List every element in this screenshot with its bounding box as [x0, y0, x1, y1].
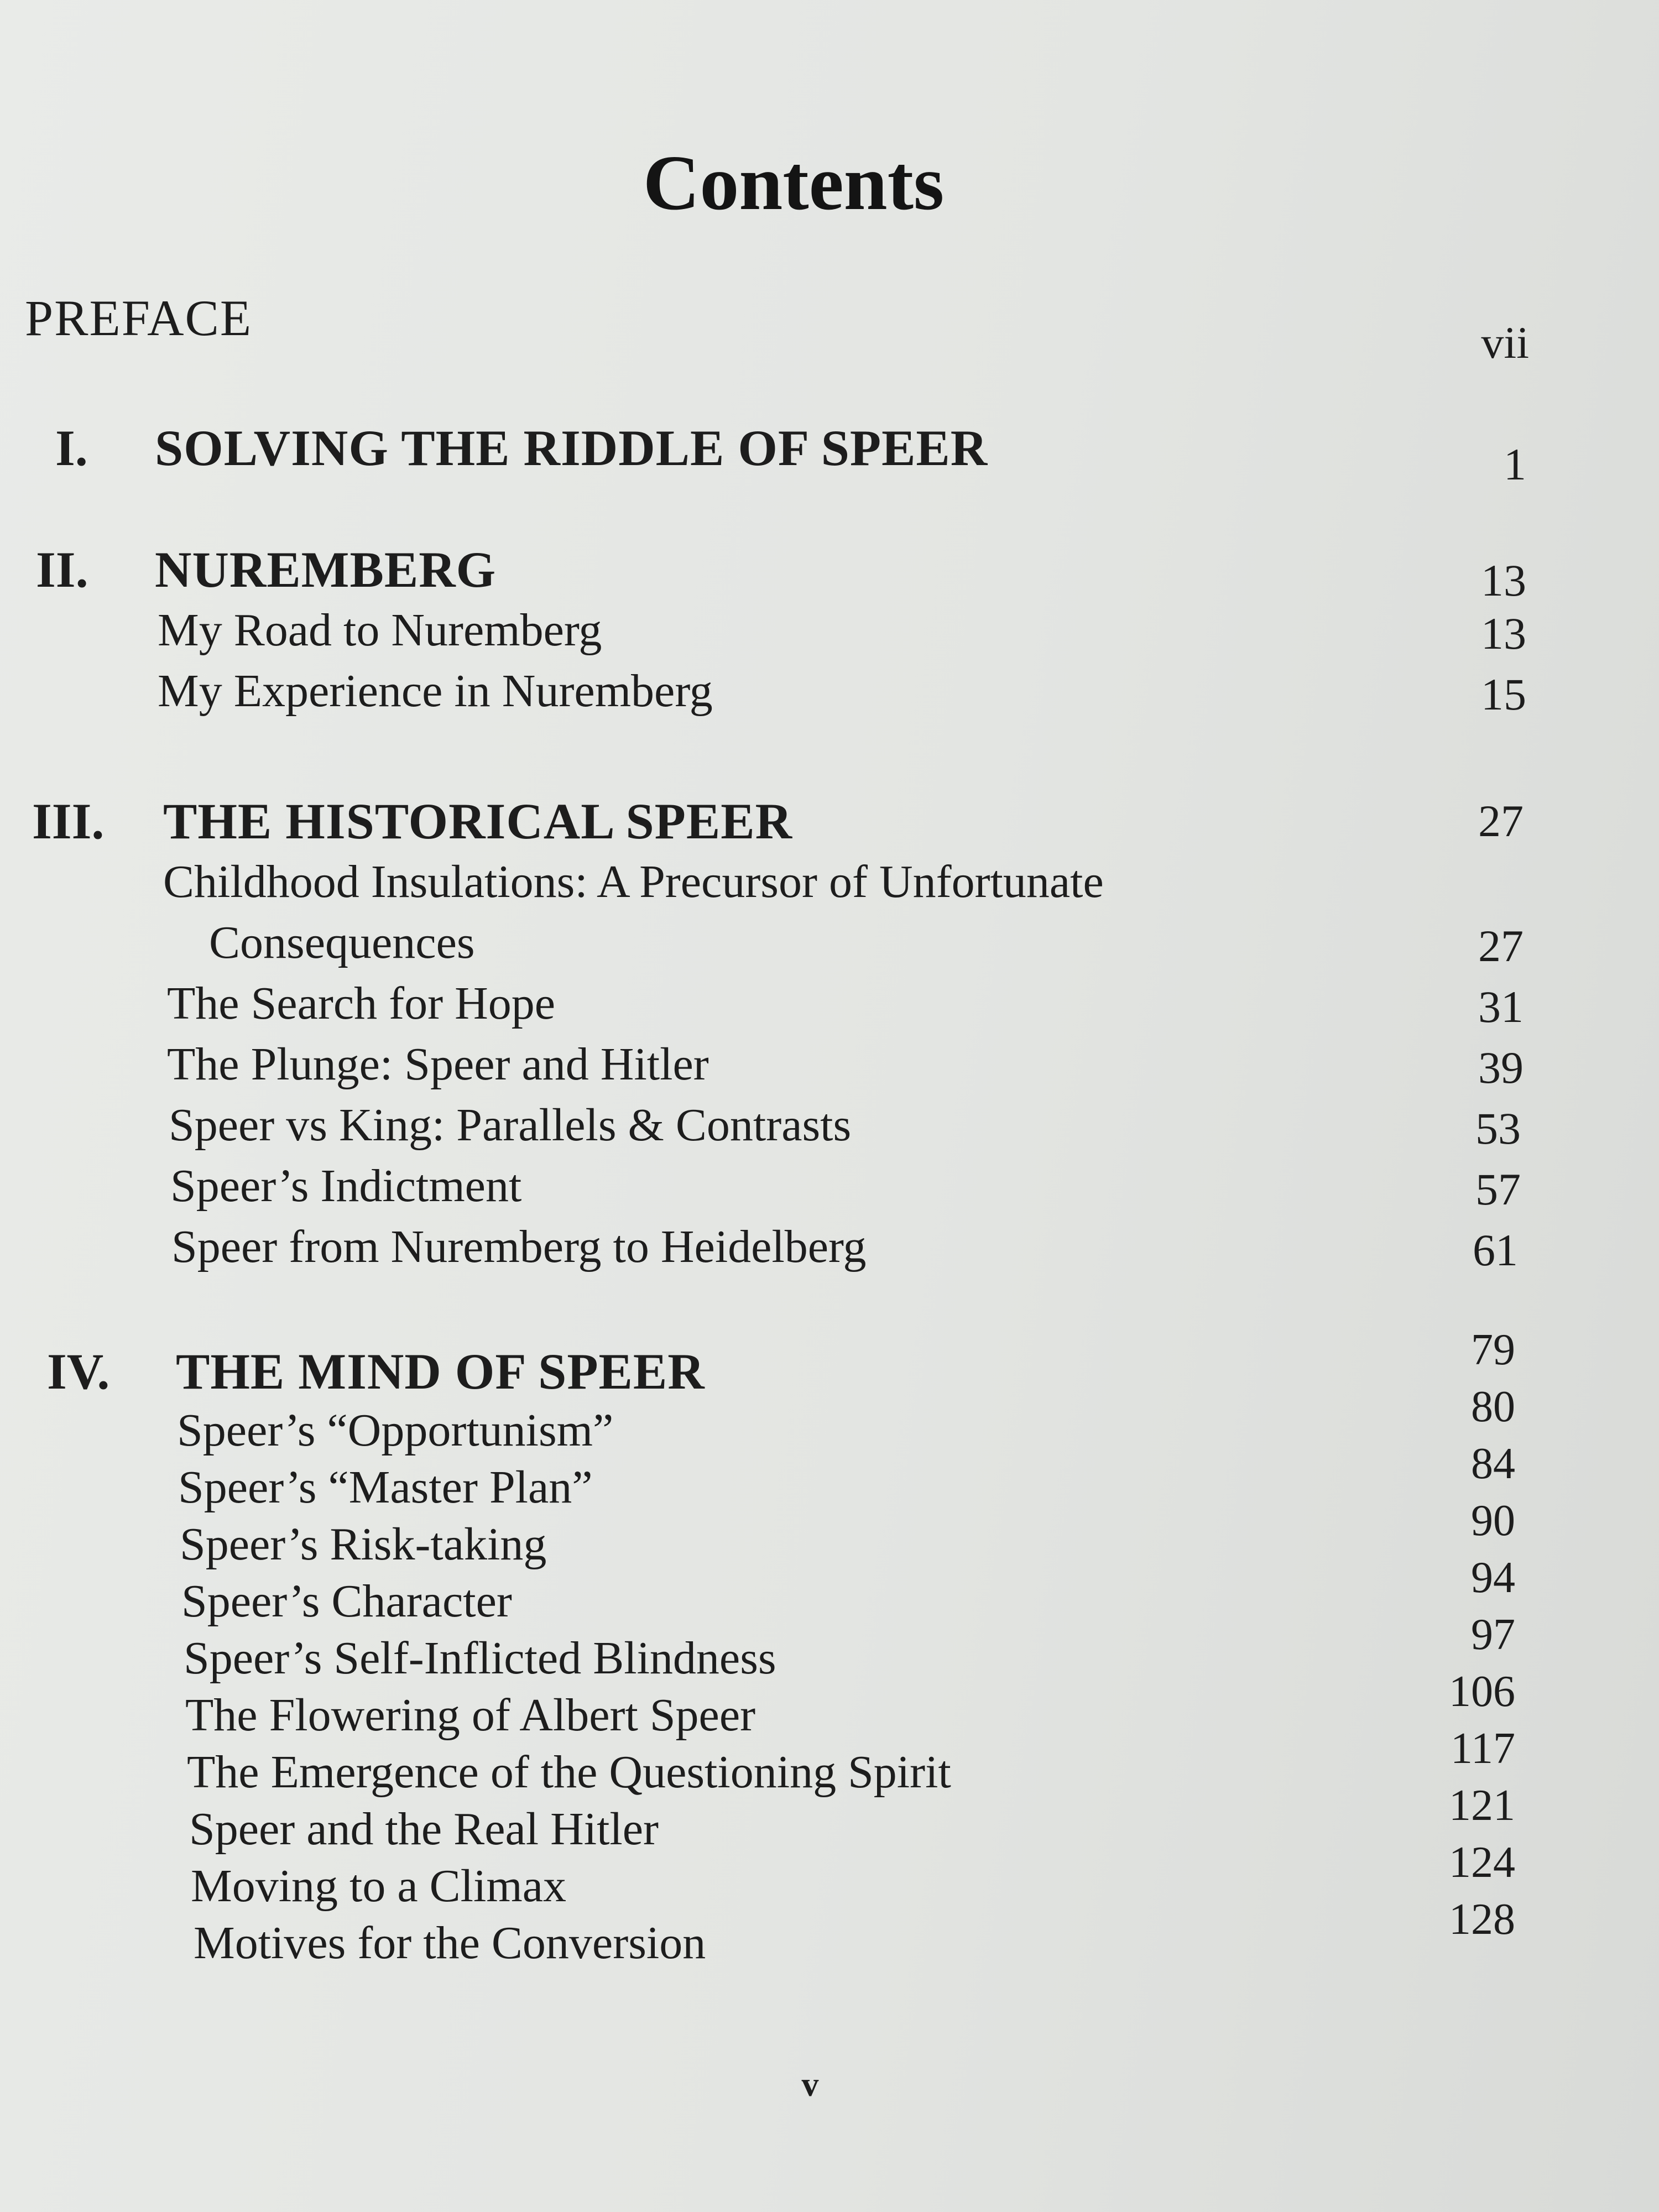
entry-title: Speer’s “Opportunism”: [177, 1405, 614, 1456]
chapter-page-number: 27: [1478, 796, 1524, 846]
toc-entry: [0, 600, 1659, 661]
entry-title: My Road to Nuremberg: [158, 604, 602, 656]
entry-title: The Emergence of the Questioning Spirit: [187, 1746, 951, 1798]
toc-entry: [0, 1156, 1659, 1217]
entry-title: Speer vs King: Parallels & Contrasts: [169, 1099, 852, 1151]
chapter-page-number: 1: [1504, 439, 1526, 489]
chapter-numeral: II.: [36, 541, 88, 598]
entry-title-continuation: Consequences: [209, 917, 475, 968]
entry-page-number: 27: [1478, 921, 1524, 971]
chapter-heading: [0, 791, 1659, 852]
chapter-page-number: 13: [1481, 555, 1526, 606]
page-number: 94: [1471, 1553, 1515, 1602]
entry-page-number: 57: [1475, 1164, 1521, 1214]
preface-page-number: vii: [1481, 317, 1529, 368]
chapter-numeral: III.: [32, 793, 105, 849]
page-number: 117: [1450, 1724, 1515, 1773]
chapter-numeral: I.: [55, 420, 88, 476]
entry-title: Moving to a Climax: [191, 1860, 566, 1912]
toc-entry: [0, 1217, 1659, 1277]
entry-page-number: 61: [1473, 1225, 1518, 1275]
entry-title: Speer’s Risk-taking: [180, 1519, 547, 1570]
toc-entry-continuation: [0, 912, 1659, 973]
chapter-heading: [0, 539, 1659, 606]
chapter-title: SOLVING THE RIDDLE OF SPEER: [155, 420, 988, 476]
entry-title: Motives for the Conversion: [194, 1917, 706, 1969]
page-number: 106: [1449, 1667, 1515, 1716]
page-number: 97: [1471, 1610, 1515, 1659]
entry-title: Speer and the Real Hitler: [189, 1803, 659, 1855]
toc-entry: [0, 973, 1659, 1034]
page-number: 90: [1471, 1496, 1515, 1545]
page-number: 80: [1471, 1383, 1515, 1431]
page-number: 124: [1449, 1838, 1515, 1887]
toc-entry: [0, 1095, 1659, 1156]
page-number: 121: [1449, 1781, 1515, 1830]
toc-entry: [0, 852, 1659, 912]
chapter-title: THE MIND OF SPEER: [176, 1343, 705, 1400]
entry-title: Speer’s Character: [181, 1575, 512, 1627]
chapter-2: [0, 539, 1659, 722]
chapter-numeral: IV.: [47, 1343, 110, 1400]
chapter-title: NUREMBERG: [155, 541, 497, 598]
toc-entry: [0, 661, 1659, 722]
page-title: Contents: [643, 139, 945, 226]
entry-title: The Search for Hope: [167, 978, 556, 1029]
chapter-4-page-column: [1371, 1322, 1515, 1948]
chapter-heading: [0, 418, 1659, 489]
entry-title: Speer’s “Master Plan”: [178, 1462, 593, 1513]
page-number: 128: [1449, 1895, 1515, 1944]
entry-page-number: 15: [1481, 669, 1526, 719]
entry-page-number: 39: [1478, 1042, 1524, 1093]
page-number: 79: [1471, 1326, 1515, 1374]
entry-title: Speer’s Self-Inflicted Blindness: [184, 1632, 776, 1684]
entry-title: Speer’s Indictment: [170, 1160, 522, 1212]
entry-page-number: 31: [1478, 982, 1524, 1032]
chapter-1: [0, 418, 1659, 489]
page-number: 84: [1471, 1439, 1515, 1488]
chapter-3: [0, 791, 1659, 1277]
toc-entry: [0, 1034, 1659, 1095]
entry-title: The Flowering of Albert Speer: [185, 1689, 756, 1741]
entry-title: Childhood Insulations: A Precursor of Unfortunate: [163, 856, 1104, 907]
entry-title: The Plunge: Speer and Hitler: [167, 1039, 709, 1090]
chapter-title: THE HISTORICAL SPEER: [163, 793, 793, 849]
entry-page-number: 53: [1475, 1103, 1521, 1154]
entry-title: My Experience in Nuremberg: [158, 665, 713, 717]
page-folio: v: [801, 2066, 819, 2104]
entry-page-number: 13: [1481, 608, 1526, 659]
entry-title: Speer from Nuremberg to Heidelberg: [171, 1221, 867, 1272]
preface-label: PREFACE: [25, 290, 253, 346]
